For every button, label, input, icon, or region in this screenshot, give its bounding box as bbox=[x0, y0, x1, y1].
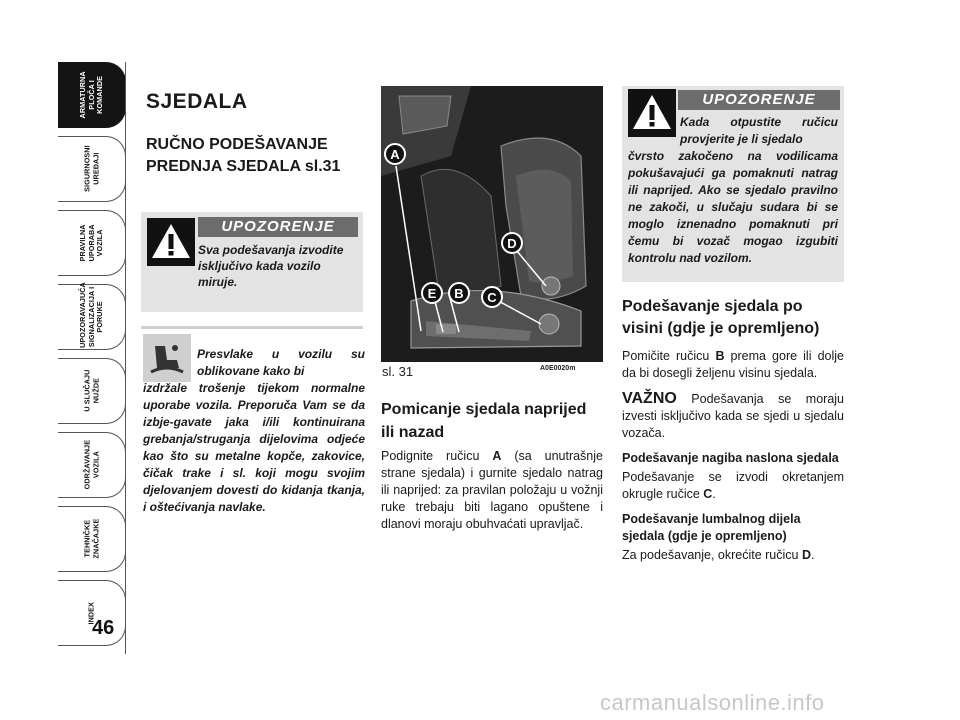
tab-label: U SLUČAJU NUŽDE bbox=[82, 369, 100, 413]
section-body-recline bbox=[622, 469, 844, 503]
text: (sa unutrašnje strane sjedala) i gurnite sjedalo natrag ili naprijed: za pravilan položaju u vožnji ruke trebaju biti lagano opuštene i dlanovi moraju obuhvaćati upravljač. bbox=[381, 449, 603, 531]
divider bbox=[141, 326, 363, 329]
handle-ref: B bbox=[715, 349, 725, 363]
tab-label: SIGURNOSNI UREĐAJI bbox=[82, 145, 100, 193]
tab-label: ODRŽAVANJE VOZILA bbox=[82, 440, 100, 490]
handle-ref: D bbox=[801, 548, 811, 562]
section-heading-recline: Podešavanje nagiba naslona sjedala bbox=[622, 451, 839, 465]
tab-label: UPOZORAVAJUĆA SIGNALIZACIJA I PORUKE bbox=[78, 282, 105, 348]
page-title: SJEDALA bbox=[146, 90, 248, 113]
right-column bbox=[622, 296, 844, 572]
tab-divider-line bbox=[125, 62, 126, 654]
tab-pravilna-uporaba[interactable] bbox=[58, 210, 126, 276]
care-note-lead: Presvlake u vozilu su oblikovane kako bi bbox=[197, 347, 365, 378]
tab-label: PRAVILNA UPORABA VOZILA bbox=[78, 224, 105, 262]
warning-box bbox=[622, 86, 844, 282]
callout-c: C bbox=[481, 286, 503, 308]
text: Pomičite ručicu bbox=[622, 349, 716, 363]
section-heading: RUČNO PODEŠAVANJE PREDNJA SJEDALA sl.31 bbox=[146, 136, 341, 175]
tab-armaturna-ploca[interactable] bbox=[58, 62, 126, 128]
tab-odrzavanje-vozila[interactable] bbox=[58, 432, 126, 498]
important-text: Podešavanja se moraju izvesti isključivo kada se sjedi u sjedalu vozača. bbox=[622, 392, 844, 440]
section-heading-lumbar: Podešavanje lumbalnog dijela sjedala (gdje je opremljeno) bbox=[622, 512, 801, 543]
tab-label: TEHNIČKE ZNAČAJKE bbox=[82, 519, 100, 559]
section-body-height bbox=[622, 348, 844, 382]
text: Podignite ručicu bbox=[381, 449, 493, 463]
page-number: 46 bbox=[92, 617, 115, 639]
handle-ref: A bbox=[492, 449, 502, 463]
callout-b: B bbox=[448, 282, 470, 304]
warning-header: UPOZORENJE bbox=[678, 90, 840, 110]
care-note-text bbox=[143, 346, 365, 516]
callout-d: D bbox=[501, 232, 523, 254]
text: . bbox=[811, 548, 815, 562]
care-note-body: izdržale trošenje tijekom normalne uporabe vozila. Preporuča Vam se da izbje-gavate jaka i/ili kontinuirana grebanja/struganja dijelovima odjeće kao što su metalne kopče, zakovice, čičak trake i sl. koji mogu svojim djelovanjem dovesti do kidanja tkanja, i oštećivanja navlake. bbox=[143, 381, 365, 514]
figure-code: A0E0020m bbox=[540, 365, 576, 372]
seat-figure bbox=[381, 86, 603, 362]
tab-upozoravajuca-signalizacija[interactable] bbox=[58, 284, 126, 350]
warning-header: UPOZORENJE bbox=[198, 217, 358, 237]
figure-caption: sl. 31 bbox=[382, 364, 414, 379]
warning-text: Sva podešavanja izvodite isključivo kada vozilo miruje. bbox=[198, 243, 344, 289]
warning-body: čvrsto zakočeno na vodilicama pokušavajući ga pomaknuti natrag ili naprijed. Ako se sjedalo pravilno ne zakoči, u slučaju sudara bi se moglo iznenadno pomaknuti pri čemu bi vozač mogao izgubiti kontrolu nad vozilom. bbox=[628, 149, 838, 265]
tab-tehnicke-znacajke[interactable] bbox=[58, 506, 126, 572]
tab-sigurnosni-uredaji[interactable] bbox=[58, 136, 126, 202]
text: Za podešavanje, okrećite ručicu bbox=[622, 548, 802, 562]
tab-label: INDEX bbox=[86, 601, 96, 625]
tab-u-slucaju-nuzde[interactable] bbox=[58, 358, 126, 424]
text: . bbox=[712, 487, 716, 501]
warning-triangle-icon bbox=[147, 218, 195, 266]
important-label: VAŽNO bbox=[622, 390, 677, 407]
important-note bbox=[622, 390, 844, 442]
warning-text bbox=[628, 114, 838, 267]
warning-box bbox=[141, 212, 363, 312]
warning-lead: Kada otpustite ručicu provjerite je li sjedalo bbox=[680, 115, 838, 146]
handle-ref: C bbox=[703, 487, 713, 501]
text: Podešavanje se izvodi okretanjem okrugle ručice bbox=[622, 470, 844, 501]
text: prema gore ili dolje da bi dosegli željenu visinu sjedala. bbox=[622, 349, 844, 380]
watermark: carmanualsonline.info bbox=[600, 690, 825, 715]
section-heading-move-seat: Pomicanje sjedala naprijed ili nazad bbox=[381, 401, 587, 441]
callout-a: A bbox=[384, 143, 406, 165]
section-body-lumbar bbox=[622, 547, 844, 564]
section-body-move-seat bbox=[381, 448, 603, 533]
section-heading-height: Podešavanje sjedala po visini (gdje je opremljeno) bbox=[622, 298, 820, 337]
tab-label: ARMATURNA PLOČA I KOMANDE bbox=[78, 71, 105, 119]
callout-e: E bbox=[421, 282, 443, 304]
